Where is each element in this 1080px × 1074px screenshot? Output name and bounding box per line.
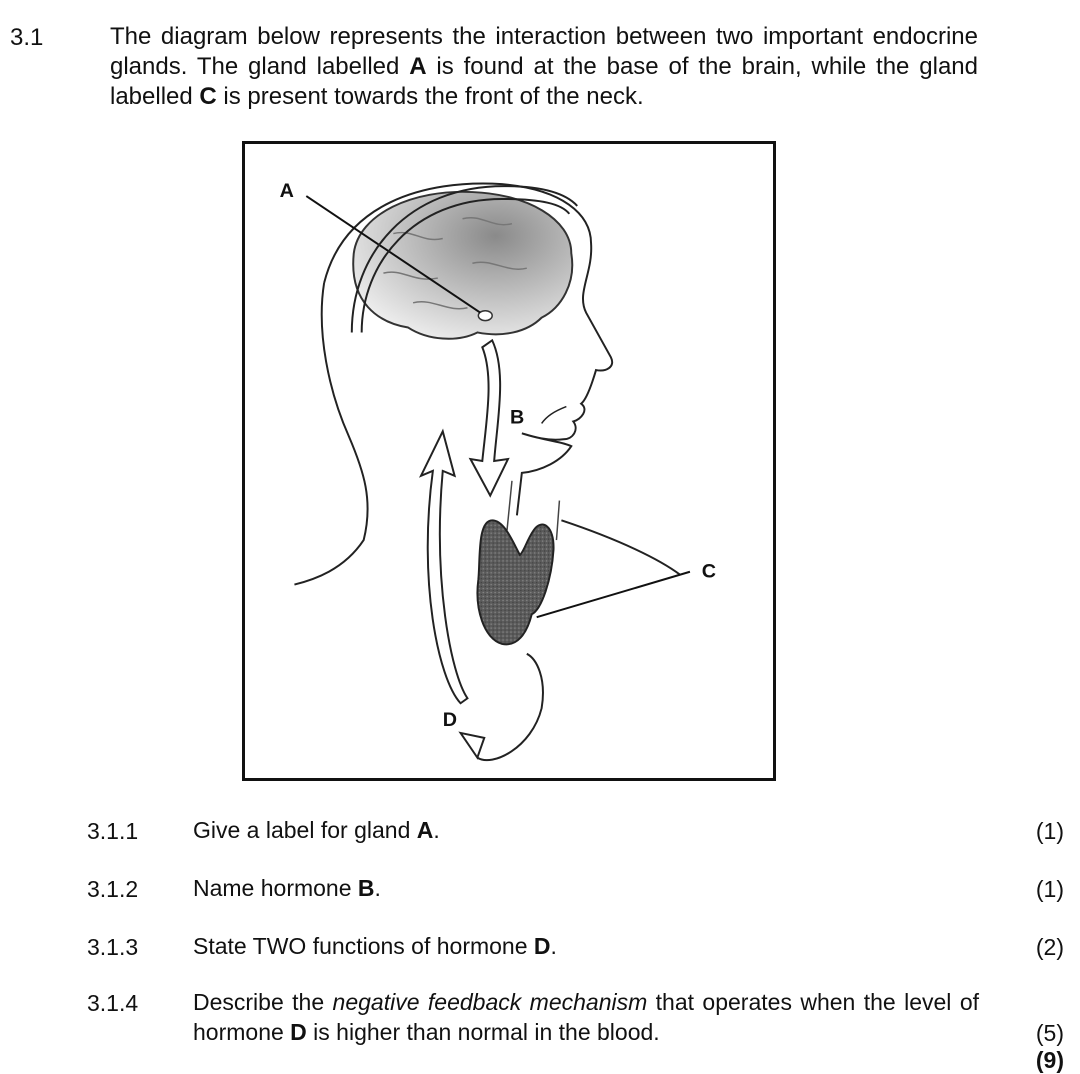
question-number: 3.1	[10, 24, 44, 51]
subquestion-number: 3.1.1	[87, 818, 139, 844]
subquestion-prompt: State TWO functions of hormone	[193, 933, 534, 959]
subquestion-italic: negative feedback mechanism	[332, 989, 648, 1015]
marks: (1)	[1035, 876, 1064, 902]
question-intro	[110, 22, 978, 112]
brain	[353, 192, 572, 339]
gland-c	[477, 520, 553, 644]
label-a: A	[279, 180, 294, 202]
total-marks: (9)	[1035, 1047, 1064, 1073]
intro-text-2: is found at the base of the brain, while the gland labelled	[110, 53, 978, 110]
subquestion-text	[193, 987, 979, 1047]
subquestion-bold: D	[533, 933, 551, 959]
label-b: B	[509, 406, 525, 429]
intro-label-a: A	[409, 53, 427, 80]
intro-text-1: The diagram below represents the interaction between two important endocrine glands. The gland labelled	[110, 23, 978, 80]
subquestion-prompt-cont: that operates when the level of hormone	[193, 989, 980, 1045]
subquestion-prompt: Give a label for gland	[193, 817, 417, 843]
subquestion-number: 3.1.3	[87, 934, 139, 960]
subquestion-bold: A	[416, 817, 434, 843]
endocrine-diagram	[242, 141, 776, 781]
chin-line	[542, 407, 567, 424]
subquestion-text	[193, 873, 381, 903]
shoulder-line	[561, 520, 680, 574]
subquestion-prompt: Name hormone	[193, 875, 358, 901]
label-d: D	[442, 708, 458, 731]
subquestion-end: is higher than normal in the blood.	[306, 1019, 660, 1045]
subquestion-number: 3.1.4	[87, 990, 139, 1016]
label-c: C	[701, 560, 717, 583]
subquestion-text	[193, 815, 440, 845]
marks: (5)	[1035, 1020, 1064, 1046]
marks: (1)	[1035, 818, 1064, 844]
subquestion-end: .	[374, 875, 381, 901]
subquestion-text	[193, 931, 557, 961]
subquestion-bold: D	[290, 1019, 307, 1045]
subquestion-end: .	[433, 817, 440, 843]
intro-text-3: is present towards the front of the neck.	[216, 83, 644, 110]
subquestion-prompt: Describe the	[193, 989, 333, 1015]
feedback-arrow-d	[477, 654, 543, 760]
subquestion-bold: B	[357, 875, 375, 901]
marks: (2)	[1035, 934, 1064, 960]
intro-label-c: C	[199, 83, 217, 110]
subquestion-end: .	[550, 933, 557, 959]
head-neck-illustration	[245, 144, 773, 778]
hormone-arrow-b	[470, 340, 508, 495]
back-of-head	[294, 283, 367, 585]
subquestion-number: 3.1.2	[87, 876, 139, 902]
label-c-pointer	[537, 572, 690, 617]
